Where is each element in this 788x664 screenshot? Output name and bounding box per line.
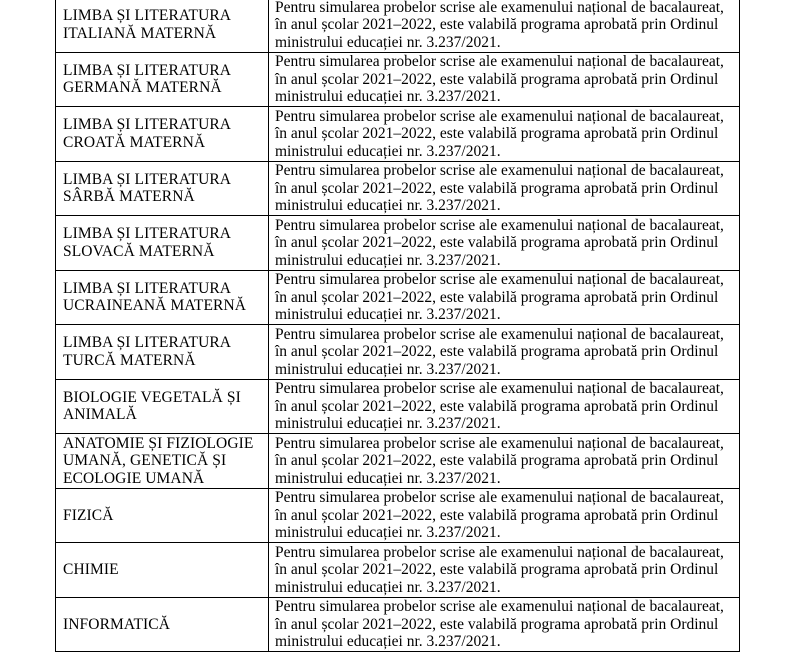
note-cell	[269, 597, 740, 652]
subject-name: LIMBA ȘI LITERATURA CROATĂ MATERNĂ	[63, 116, 232, 151]
subject-cell	[56, 270, 269, 325]
subject-cell	[56, 107, 269, 162]
table-row	[56, 597, 740, 652]
subject-cell	[56, 543, 269, 598]
syllabus-note: Pentru simularea probelor scrise ale examenului național de bacalaureat, în anul școlar 2021–2022, este valabilă programa aprobată prin Ordinul ministrului educației nr. 3.237/2021.	[275, 380, 724, 432]
subject-cell	[56, 325, 269, 380]
note-cell	[269, 161, 740, 216]
table-row	[56, 488, 740, 543]
note-cell	[269, 325, 740, 380]
syllabus-note: Pentru simularea probelor scrise ale examenului național de bacalaureat, în anul școlar 2021–2022, este valabilă programa aprobată prin Ordinul ministrului educației nr. 3.237/2021.	[275, 107, 724, 160]
table-row	[56, 379, 740, 434]
subject-cell	[56, 52, 269, 107]
table-row	[56, 107, 740, 162]
note-cell	[269, 52, 740, 107]
syllabus-note: Pentru simularea probelor scrise ale examenului național de bacalaureat, în anul școlar 2021–2022, este valabilă programa aprobată prin Ordinul ministrului educației nr. 3.237/2021.	[275, 434, 724, 487]
subject-name: FIZICĂ	[63, 506, 114, 524]
subject-cell	[56, 216, 269, 271]
subject-name: LIMBA ȘI LITERATURA TURCĂ MATERNĂ	[63, 334, 232, 369]
subject-cell	[56, 0, 269, 52]
note-cell	[269, 488, 740, 543]
subject-cell	[56, 488, 269, 543]
syllabus-note: Pentru simularea probelor scrise ale examenului național de bacalaureat, în anul școlar 2021–2022, este valabilă programa aprobată prin Ordinul ministrului educației nr. 3.237/2021.	[275, 271, 724, 323]
table-row	[56, 0, 740, 52]
subject-name: CHIMIE	[63, 561, 119, 578]
note-cell	[269, 0, 740, 52]
subject-cell	[56, 434, 269, 489]
subject-name: LIMBA ȘI LITERATURA GERMANĂ MATERNĂ	[63, 61, 232, 97]
subject-name: INFORMATICĂ	[63, 615, 171, 633]
table-row	[56, 543, 740, 598]
note-cell	[269, 434, 740, 489]
table-row	[56, 161, 740, 216]
subject-name: BIOLOGIE VEGETALĂ ȘI ANIMALĂ	[63, 388, 241, 424]
note-cell	[269, 543, 740, 598]
curriculum-table	[55, 0, 740, 652]
table-row	[56, 270, 740, 325]
syllabus-note: Pentru simularea probelor scrise ale examenului național de bacalaureat, în anul școlar 2021–2022, este valabilă programa aprobată prin Ordinul ministrului educației nr. 3.237/2021.	[275, 489, 724, 541]
table-row	[56, 216, 740, 271]
note-cell	[269, 379, 740, 434]
syllabus-note: Pentru simularea probelor scrise ale examenului național de bacalaureat, în anul școlar 2021–2022, este valabilă programa aprobată prin Ordinul ministrului educației nr. 3.237/2021.	[275, 162, 724, 214]
subject-name: LIMBA ȘI LITERATURA SÂRBĂ MATERNĂ	[63, 170, 232, 206]
syllabus-note: Pentru simularea probelor scrise ale examenului național de bacalaureat, în anul școlar 2021–2022, este valabilă programa aprobată prin Ordinul ministrului educației nr. 3.237/2021.	[275, 216, 724, 269]
syllabus-note: Pentru simularea probelor scrise ale examenului național de bacalaureat, în anul școlar 2021–2022, este valabilă programa aprobată prin Ordinul ministrului educației nr. 3.237/2021.	[275, 325, 724, 378]
table-row	[56, 52, 740, 107]
note-cell	[269, 216, 740, 271]
syllabus-note: Pentru simularea probelor scrise ale examenului național de bacalaureat, în anul școlar 2021–2022, este valabilă programa aprobată prin Ordinul ministrului educației nr. 3.237/2021.	[275, 543, 724, 596]
syllabus-note: Pentru simularea probelor scrise ale examenului național de bacalaureat, în anul școlar 2021–2022, este valabilă programa aprobată prin Ordinul ministrului educației nr. 3.237/2021.	[275, 53, 724, 105]
subject-cell	[56, 161, 269, 216]
table-row	[56, 434, 740, 489]
subject-cell	[56, 597, 269, 652]
table-row	[56, 325, 740, 380]
subject-name: LIMBA ȘI LITERATURA UCRAINEANĂ MATERNĂ	[63, 279, 247, 315]
syllabus-note: Pentru simularea probelor scrise ale examenului național de bacalaureat, în anul școlar 2021–2022, este valabilă programa aprobată prin Ordinul ministrului educației nr. 3.237/2021.	[275, 0, 724, 51]
subject-name: LIMBA ȘI LITERATURA SLOVACĂ MATERNĂ	[63, 225, 232, 260]
syllabus-note: Pentru simularea probelor scrise ale examenului național de bacalaureat, în anul școlar 2021–2022, este valabilă programa aprobată prin Ordinul ministrului educației nr. 3.237/2021.	[275, 598, 724, 650]
subject-name: LIMBA ȘI LITERATURA ITALIANĂ MATERNĂ	[63, 7, 232, 42]
note-cell	[269, 107, 740, 162]
table-body	[56, 0, 740, 652]
note-cell	[269, 270, 740, 325]
subject-name: ANATOMIE ȘI FIZIOLOGIE UMANĂ, GENETICĂ ȘI ECOLOGIE UMANĂ	[63, 434, 254, 487]
subject-cell	[56, 379, 269, 434]
